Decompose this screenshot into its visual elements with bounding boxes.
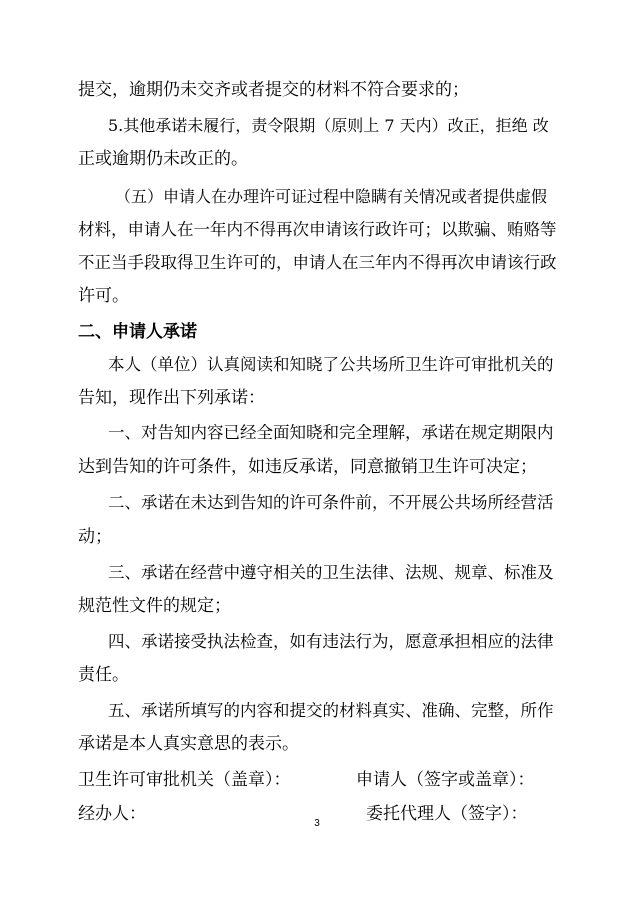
text-line: 承诺是本人真实意思的表示。: [78, 734, 299, 754]
signature-authority: 卫生许可审批机关（盖章）：: [78, 770, 291, 790]
text-line: 提交，逾期仍未交齐或者提交的材料不符合要求的；: [78, 80, 469, 100]
signature-agent: 委托代理人（签字）：: [366, 804, 528, 824]
signature-applicant: 申请人（签字或盖章）：: [356, 770, 535, 790]
text-line: （五）申请人在办理许可证过程中隐瞒有关情况或者提供虚假: [115, 187, 548, 206]
text-line: 正或逾期仍未改正的。: [78, 149, 248, 169]
signature-handler: 经办人：: [78, 804, 146, 824]
text-line: 五、承诺所填写的内容和提交的材料真实、准确、完整，所作: [108, 701, 554, 720]
text-line: 许可。: [78, 286, 129, 306]
text-line: 一、对告知内容已经全面知晓和完全理解，承诺在规定期限内: [108, 423, 554, 442]
text-line: 规范性文件的规定；: [78, 596, 231, 616]
page-number: 3: [314, 818, 320, 829]
text-line: 动；: [78, 527, 112, 547]
text-line: 不正当手段取得卫生许可的，申请人在三年内不得再次申请该行政: [78, 253, 557, 272]
text-line: 二、承诺在未达到告知的许可条件前，不开展公共场所经营活: [108, 493, 554, 512]
text-line: 材料，申请人在一年内不得再次申请该行政许可；以欺骗、贿赂等: [78, 220, 557, 239]
text-line: 本人（单位）认真阅读和知晓了公共场所卫生许可审批机关的: [108, 355, 554, 374]
text-line: 责任。: [78, 665, 129, 685]
section-heading: 二、申请人承诺: [78, 322, 197, 342]
text-line: 三、承诺在经营中遵守相关的卫生法律、法规、规章、标准及: [108, 563, 554, 582]
text-line: 5.其他承诺未履行，责令限期（原则上 7 天内）改正，拒绝 改: [108, 116, 549, 135]
text-line: 达到告知的许可条件，如违反承诺，同意撤销卫生许可决定；: [78, 457, 537, 477]
text-line: 告知，现作出下列承诺：: [78, 388, 265, 408]
text-line: 四、承诺接受执法检查，如有违法行为，愿意承担相应的法律: [108, 632, 554, 651]
